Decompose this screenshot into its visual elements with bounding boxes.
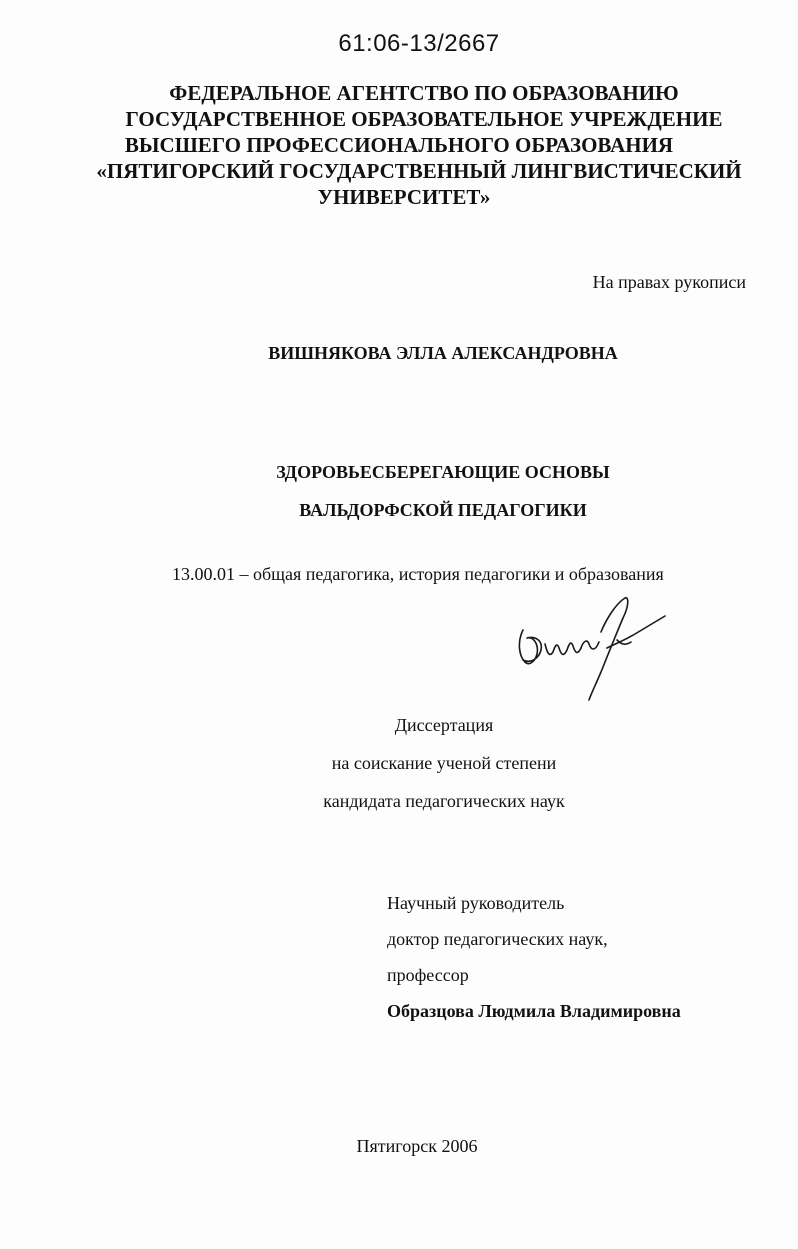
institution-line: УНИВЕРСИТЕТ» xyxy=(317,185,491,209)
signature-icon xyxy=(505,582,670,712)
institution-header xyxy=(0,80,798,210)
advisor-title: профессор xyxy=(387,965,469,985)
author-name: ВИШНЯКОВА ЭЛЛА АЛЕКСАНДРОВНА xyxy=(268,343,618,363)
title-line: ВАЛЬДОРФСКОЙ ПЕДАГОГИКИ xyxy=(299,500,587,520)
dissertation-title xyxy=(0,453,798,529)
institution-line: ВЫСШЕГО ПРОФЕССИОНАЛЬНОГО ОБРАЗОВАНИЯ xyxy=(124,133,674,157)
title-line: ЗДОРОВЬЕСБЕРЕГАЮЩИЕ ОСНОВЫ xyxy=(276,462,610,482)
institution-line: ФЕДЕРАЛЬНОЕ АГЕНТСТВО ПО ОБРАЗОВАНИЮ xyxy=(169,81,679,105)
specialty-code: 13.00.01 – общая педагогика, история педагогики и образования xyxy=(172,564,664,584)
advisor-degree: доктор педагогических наук, xyxy=(387,929,608,949)
degree-line: на соискание ученой степени xyxy=(331,753,557,773)
institution-line: ГОСУДАРСТВЕННОЕ ОБРАЗОВАТЕЛЬНОЕ УЧРЕЖДЕНИЕ xyxy=(125,107,723,131)
degree-line: кандидата педагогических наук xyxy=(323,791,565,811)
manuscript-note: На правах рукописи xyxy=(592,272,746,292)
institution-line: «ПЯТИГОРСКИЙ ГОСУДАРСТВЕННЫЙ ЛИНГВИСТИЧЕСКИЙ xyxy=(96,159,742,183)
advisor-block xyxy=(387,885,681,1029)
archive-code: 61:06-13/2667 xyxy=(338,30,500,57)
city-year: Пятигорск 2006 xyxy=(356,1136,478,1156)
degree-block xyxy=(0,706,798,820)
advisor-name: Образцова Людмила Владимировна xyxy=(387,1001,681,1021)
advisor-role: Научный руководитель xyxy=(387,893,565,913)
degree-line: Диссертация xyxy=(394,715,494,735)
